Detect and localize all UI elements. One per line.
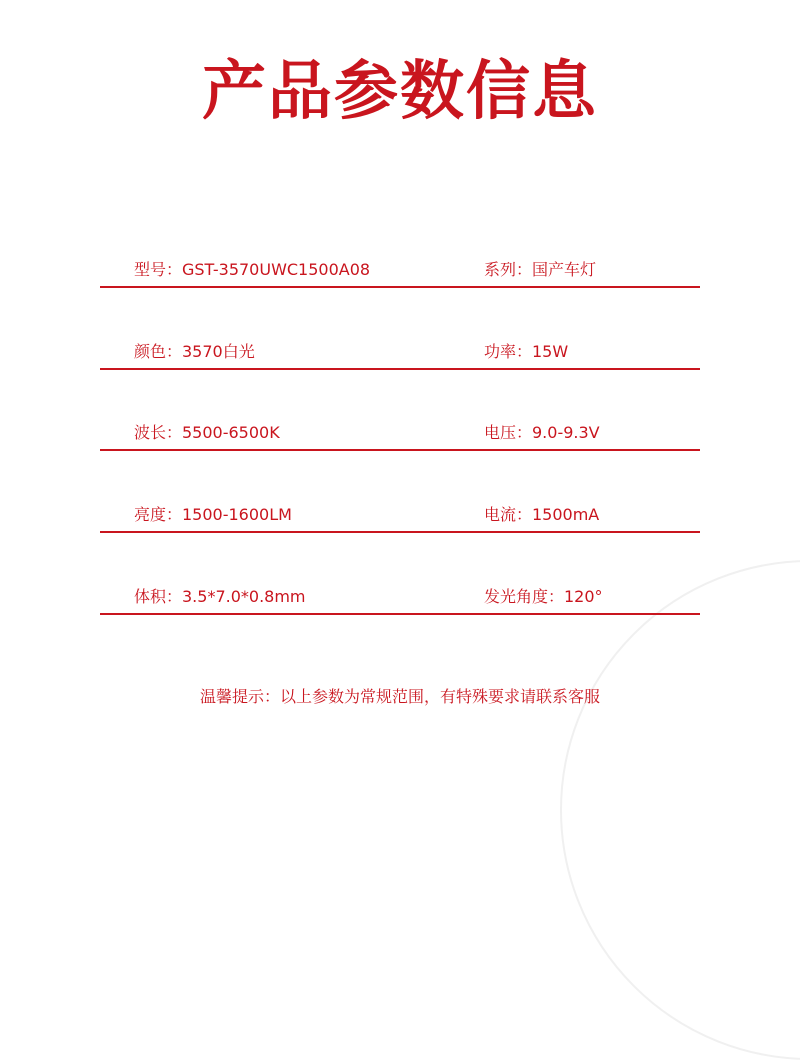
spec-row xyxy=(100,423,700,451)
row-divider xyxy=(100,613,700,615)
tip-note: 温馨提示：以上参数为常规范围，有特殊要求请联系客服 xyxy=(199,687,600,706)
page-title: 产品参数信息 xyxy=(202,55,598,129)
spec-row xyxy=(100,587,700,615)
spec-voltage: 电压：9.0-9.3V xyxy=(484,423,600,442)
row-divider xyxy=(100,368,700,370)
spec-color: 颜色：3570白光 xyxy=(134,342,255,361)
spec-series: 系列：国产车灯 xyxy=(484,260,597,279)
spec-row xyxy=(100,342,700,370)
spec-beam-angle: 发光角度：120° xyxy=(484,587,603,606)
row-divider xyxy=(100,531,700,533)
spec-size: 体积：3.5*7.0*0.8mm xyxy=(134,587,306,606)
row-divider xyxy=(100,449,700,451)
spec-brightness: 亮度：1500-1600LM xyxy=(134,505,292,524)
spec-row xyxy=(100,505,700,533)
spec-current: 电流：1500mA xyxy=(484,505,600,524)
spec-row xyxy=(100,260,700,288)
row-divider xyxy=(100,286,700,288)
spec-model: 型号：GST-3570UWC1500A08 xyxy=(134,260,371,279)
spec-wavelength: 波长：5500-6500K xyxy=(134,423,280,442)
spec-power: 功率：15W xyxy=(484,342,569,361)
